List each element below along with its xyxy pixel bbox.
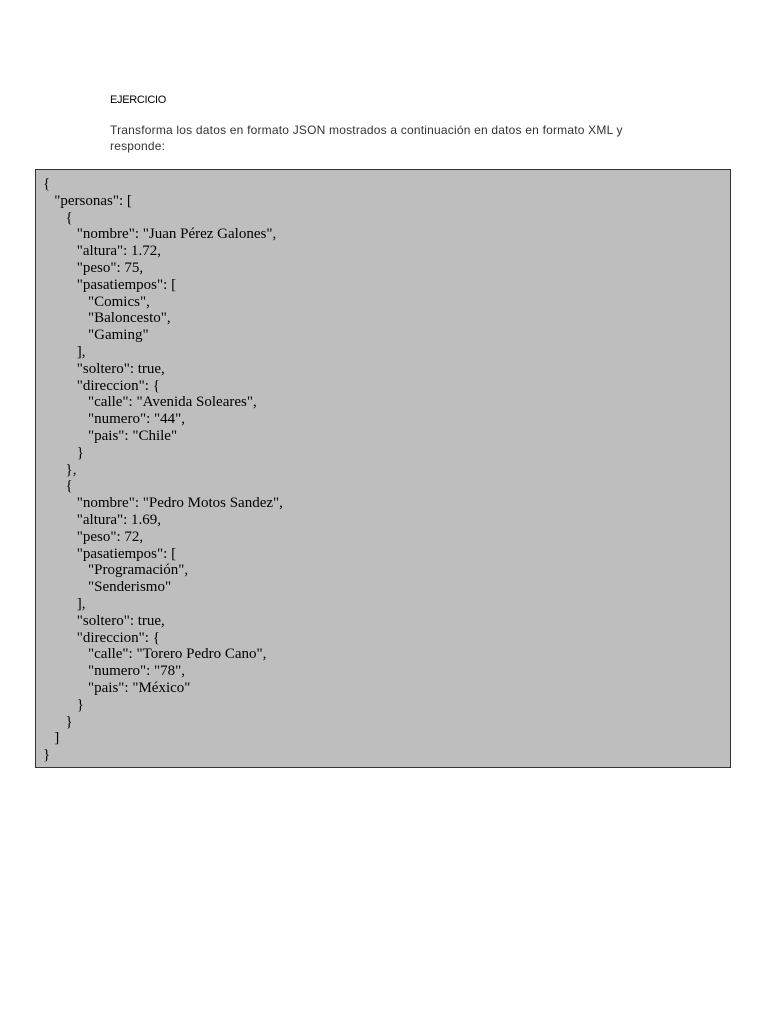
code-line: "nombre": "Juan Pérez Galones", xyxy=(43,226,277,243)
code-line: "soltero": true, xyxy=(43,612,165,629)
code-line: "pasatiempos": [ xyxy=(43,276,177,293)
code-line: "pais": "México" xyxy=(43,679,191,696)
code-line: "nombre": "Pedro Motos Sandez", xyxy=(43,495,283,512)
code-line: "soltero": true, xyxy=(43,360,165,377)
code-line: { xyxy=(43,209,73,226)
code-line: "Gaming" xyxy=(43,327,149,344)
code-line: "altura": 1.72, xyxy=(43,243,162,260)
code-line: } xyxy=(43,747,51,764)
code-line: "direccion": { xyxy=(43,629,160,646)
code-line: "personas": [ xyxy=(43,192,132,209)
code-line: ], xyxy=(43,595,86,612)
code-line: "calle": "Torero Pedro Cano", xyxy=(43,646,267,663)
json-code-block xyxy=(35,169,731,768)
code-line: ], xyxy=(43,343,86,360)
code-line: "calle": "Avenida Soleares", xyxy=(43,394,257,411)
code-line: "peso": 72, xyxy=(43,528,144,545)
code-line: { xyxy=(43,176,51,192)
code-line: } xyxy=(43,696,84,713)
code-line: } xyxy=(43,444,84,461)
code-line: "numero": "78", xyxy=(43,663,185,680)
code-line: "numero": "44", xyxy=(43,411,185,428)
code-line: "Senderismo" xyxy=(43,579,172,596)
code-line: "altura": 1.69, xyxy=(43,511,162,528)
code-line: "Programación", xyxy=(43,562,189,579)
exercise-instructions: Transforma los datos en formato JSON mostrados a continuación en datos en formato XML y responde: xyxy=(110,123,623,153)
code-line: "pais": "Chile" xyxy=(43,427,178,444)
code-line: "pasatiempos": [ xyxy=(43,545,177,562)
code-line: "direccion": { xyxy=(43,377,160,394)
code-line: "Baloncesto", xyxy=(43,310,171,327)
code-line: { xyxy=(43,478,73,495)
code-line: "Comics", xyxy=(43,293,150,310)
code-line: }, xyxy=(43,461,77,478)
code-line: "peso": 75, xyxy=(43,259,144,276)
code-line: ] xyxy=(43,730,60,747)
exercise-heading: EJERCICIO xyxy=(110,94,166,106)
code-line: } xyxy=(43,713,73,730)
